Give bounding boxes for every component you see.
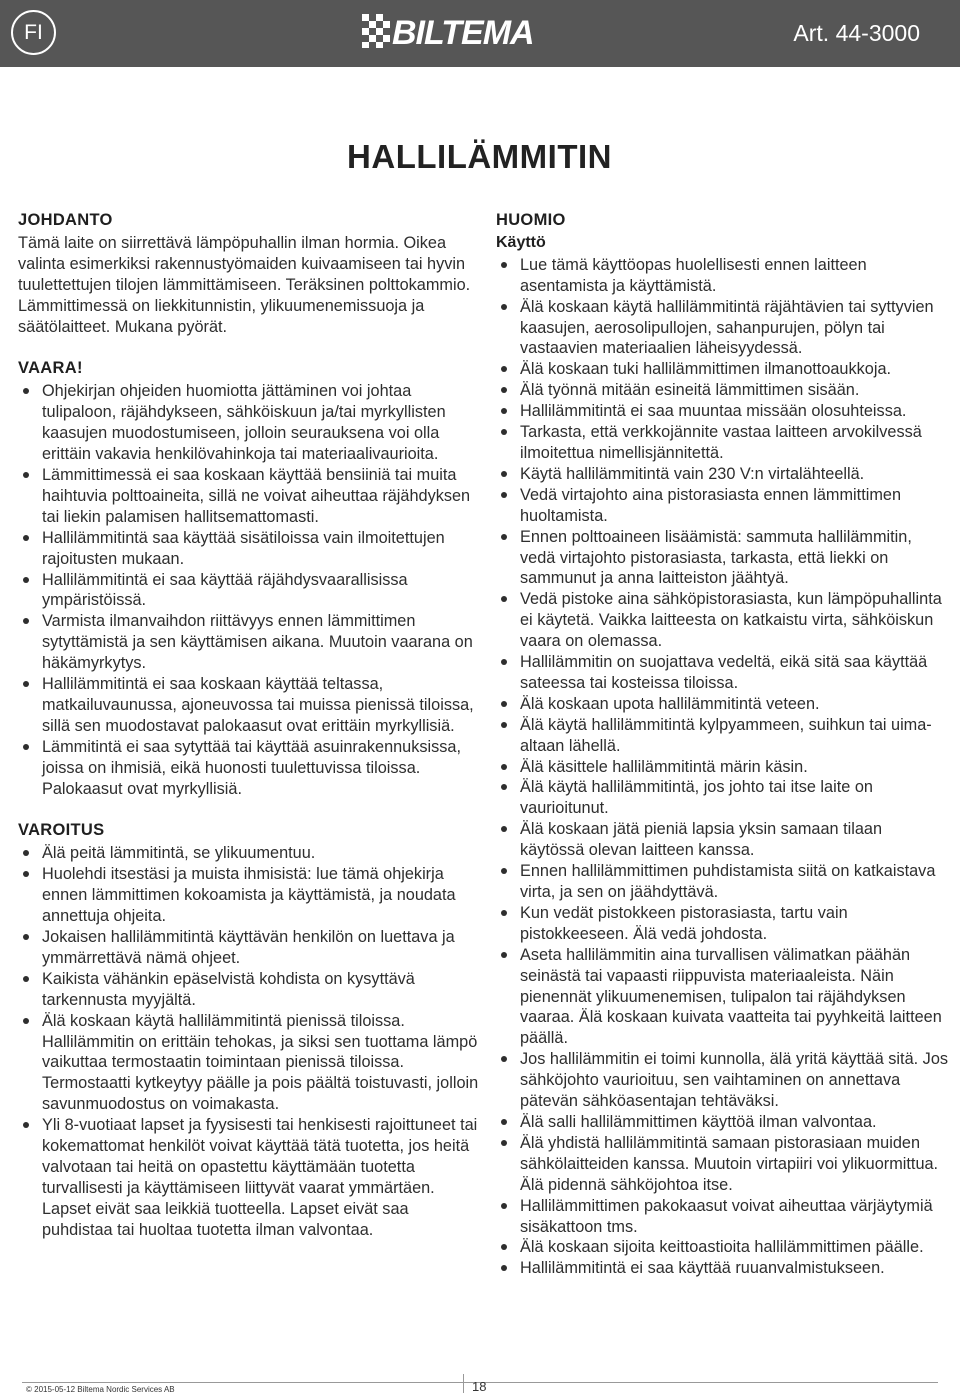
left-column xyxy=(18,210,480,1241)
header-bar xyxy=(0,0,960,67)
list-item: Kun vedät pistokkeen pistorasiasta, tartu vain pistokkeeseen. Älä vedä johdosta. xyxy=(496,903,948,945)
list-item: Jos hallilämmitin ei toimi kunnolla, älä yritä käyttää sitä. Jos sähköjohto vaurioituu, sen vaihtaminen on annettava pätevän sähköasentajan tehtäväksi. xyxy=(496,1049,948,1112)
list-item: Tarkasta, että verkkojännite vastaa laitteen arvokilvessä ilmoitettua nimellisjännitettä. xyxy=(496,422,948,464)
list-item: Älä koskaan jätä pieniä lapsia yksin samaan tilaan käytössä olevan laitteen kanssa. xyxy=(496,819,948,861)
checkered-flag-icon xyxy=(362,14,392,48)
article-number: Art. 44-3000 xyxy=(793,20,920,46)
page-title: HALLILÄMMITIN xyxy=(347,138,612,175)
list-item: Älä koskaan sijoita keittoastioita hallilämmittimen päälle. xyxy=(496,1237,948,1258)
page-number-divider xyxy=(463,1374,464,1393)
notice-heading: HUOMIO xyxy=(496,211,566,229)
danger-heading: VAARA! xyxy=(18,359,83,378)
list-item: Ennen hallilämmittimen puhdistamista siitä on katkaistava virta, ja sen on jäähdyttävä. xyxy=(496,861,948,903)
list-item: Hallilämmitintä ei saa käyttää räjähdysvaarallisissa ympäristöissä. xyxy=(18,570,480,612)
list-item: Hallilämmitintä ei saa koskaan käyttää teltassa, matkailuvaunussa, ajoneuvossa tai muissa pienissä tiloissa, sillä sen muodostavat palokaasut ovat erittäin myrkyllisiä. xyxy=(18,674,480,737)
list-item: Ohjekirjan ohjeiden huomiotta jättäminen voi johtaa tulipaloon, räjähdykseen, sähköiskuun ja/tai myrkyllisten kaasujen muodostumiseen, jolloin seurauksena voi olla erittäin vakavia henkilövahinkoja tai materiaalivaurioita. xyxy=(18,381,480,465)
list-item: Hallilämmittimen pakokaasut voivat aiheuttaa värjäytymiä sisäkattoon tms. xyxy=(496,1196,948,1238)
footer-copyright: © 2015-05-12 Biltema Nordic Services AB xyxy=(26,1385,175,1394)
list-item: Käytä hallilämmitintä vain 230 V:n virtalähteellä. xyxy=(496,464,948,485)
list-item: Älä työnnä mitään esineitä lämmittimen sisään. xyxy=(496,380,948,401)
danger-list xyxy=(18,381,480,799)
list-item: Älä koskaan käytä hallilämmitintä pienissä tiloissa. Hallilämmitin on erittäin tehokas, ja siksi sen tuottama lämpö vaikuttaa termostaatin toimintaan pienissä tiloissa. Termostaatti kytkeytyy päälle ja pois päältä toistuvasti, jolloin savunmuodostus on voimakasta. xyxy=(18,1011,480,1116)
list-item: Älä koskaan tuki hallilämmittimen ilmanottoaukkoja. xyxy=(496,359,948,380)
list-item: Älä salli hallilämmittimen käyttöä ilman valvontaa. xyxy=(496,1112,948,1133)
list-item: Lue tämä käyttöopas huolellisesti ennen laitteen asentamista ja käyttämistä. xyxy=(496,255,948,297)
page-number: 18 xyxy=(472,1379,487,1394)
list-item: Älä käsittele hallilämmitintä märin käsin. xyxy=(496,757,948,778)
notice-list xyxy=(496,255,948,1279)
list-item: Älä peitä lämmitintä, se ylikuumentuu. xyxy=(18,843,480,864)
list-item: Jokaisen hallilämmitintä käyttävän henkilön on luettava ja ymmärrettävä nämä ohjeet. xyxy=(18,927,480,969)
list-item: Aseta hallilämmitin aina turvallisen välimatkan päähän seinästä tai vapaasti riippuvista materiaaleista. Näin pienennät ylikuumenemisen, tulipalon tai räjähdyksen vaaraa. Älä koskaan kuivata vaatteita tai pyyhkeitä laitteen päällä. xyxy=(496,945,948,1050)
list-item: Lämmitintä ei saa sytyttää tai käyttää asuinrakennuksissa, joissa on ihmisiä, eikä huonosti tuulettuvissa tiloissa. Palokaasut ovat myrkyllisiä. xyxy=(18,737,480,800)
list-item: Hallilämmitintä ei saa käyttää ruuanvalmistukseen. xyxy=(496,1258,948,1279)
list-item: Ennen polttoaineen lisäämistä: sammuta hallilämmitin, vedä virtajohto pistorasiasta, tarkasta, että liekki on sammunut ja anna laitteiston jäähtyä. xyxy=(496,527,948,590)
usage-subheading: Käyttö xyxy=(496,233,546,251)
list-item: Huolehdi itsestäsi ja muista ihmisistä: lue tämä ohjekirja ennen lämmittimen kokoamista ja käyttämistä, ja noudata annettuja ohjeita. xyxy=(18,864,480,927)
list-item: Hallilämmitintä ei saa muuntaa missään olosuhteissa. xyxy=(496,401,948,422)
list-item: Älä koskaan käytä hallilämmitintä räjähtävien tai syttyvien kaasujen, aerosolipullojen, sahanpurujen, pölyn tai vastaavien materiaalien läheisyydessä. xyxy=(496,297,948,360)
intro-heading: JOHDANTO xyxy=(18,211,113,229)
list-item: Vedä virtajohto aina pistorasiasta ennen lämmittimen huoltamista. xyxy=(496,485,948,527)
list-item: Varmista ilmanvaihdon riittävyys ennen lämmittimen sytyttämistä ja sen käyttämisen aikana. Muutoin vaarana on häkämyrkytys. xyxy=(18,611,480,674)
language-badge: FI xyxy=(11,10,56,55)
list-item: Älä koskaan upota hallilämmitintä veteen. xyxy=(496,694,948,715)
list-item: Älä yhdistä hallilämmitintä samaan pistorasiaan muiden sähkölaitteiden kanssa. Muutoin virtapiiri voi ylikuormittua. Älä pidennä sähköjohtoa itse. xyxy=(496,1133,948,1196)
list-item: Älä käytä hallilämmitintä, jos johto tai itse laite on vaurioitunut. xyxy=(496,777,948,819)
list-item: Älä käytä hallilämmitintä kylpyammeen, suihkun tai uima-altaan lähellä. xyxy=(496,715,948,757)
warning-heading: VAROITUS xyxy=(18,821,105,840)
brand-logo: BILTEMA xyxy=(392,14,534,52)
list-item: Lämmittimessä ei saa koskaan käyttää bensiiniä tai muita haihtuvia polttoaineita, sillä ne voivat aiheuttaa räjähdyksen tai liekin palamisen hallitsemattomasti. xyxy=(18,465,480,528)
list-item: Yli 8-vuotiaat lapset ja fyysisesti tai henkisesti rajoittuneet tai kokemattomat henkilöt voivat käyttää tätä tuotetta, jos heitä valvotaan tai heitä on opastettu käyttämään tuotetta turvallisesti ja käyttämiseen liittyvät vaarat ymmärtäen. Lapset eivät saa leikkiä tuotteella. Lapset eivät saa puhdistaa tai huoltaa tuotetta ilman valvontaa. xyxy=(18,1115,480,1240)
list-item: Kaikista vähänkin epäselvistä kohdista on kysyttävä tarkennusta myyjältä. xyxy=(18,969,480,1011)
list-item: Hallilämmitintä saa käyttää sisätiloissa vain ilmoitettujen rajoitusten mukaan. xyxy=(18,528,480,570)
right-column xyxy=(496,210,948,1279)
warning-list xyxy=(18,843,480,1240)
intro-text: Tämä laite on siirrettävä lämpöpuhallin ilman hormia. Oikea valinta esimerkiksi rakennustyömaiden kuivaamiseen tai hyvin tuulettettujen tilojen lämmittämiseen. Teräksinen polttokammio. Lämmittimessä on liekkitunnistin, ylikuumenemissuoja ja säätölaitteet. Mukana pyörät. xyxy=(18,233,471,336)
list-item: Hallilämmitin on suojattava vedeltä, eikä sitä saa käyttää sateessa tai kosteissa tiloissa. xyxy=(496,652,948,694)
list-item: Vedä pistoke aina sähköpistorasiasta, kun lämpöpuhallinta ei käytetä. Vaikka laitteesta on katkaistu virta, sähköiskun vaara on olemassa. xyxy=(496,589,948,652)
